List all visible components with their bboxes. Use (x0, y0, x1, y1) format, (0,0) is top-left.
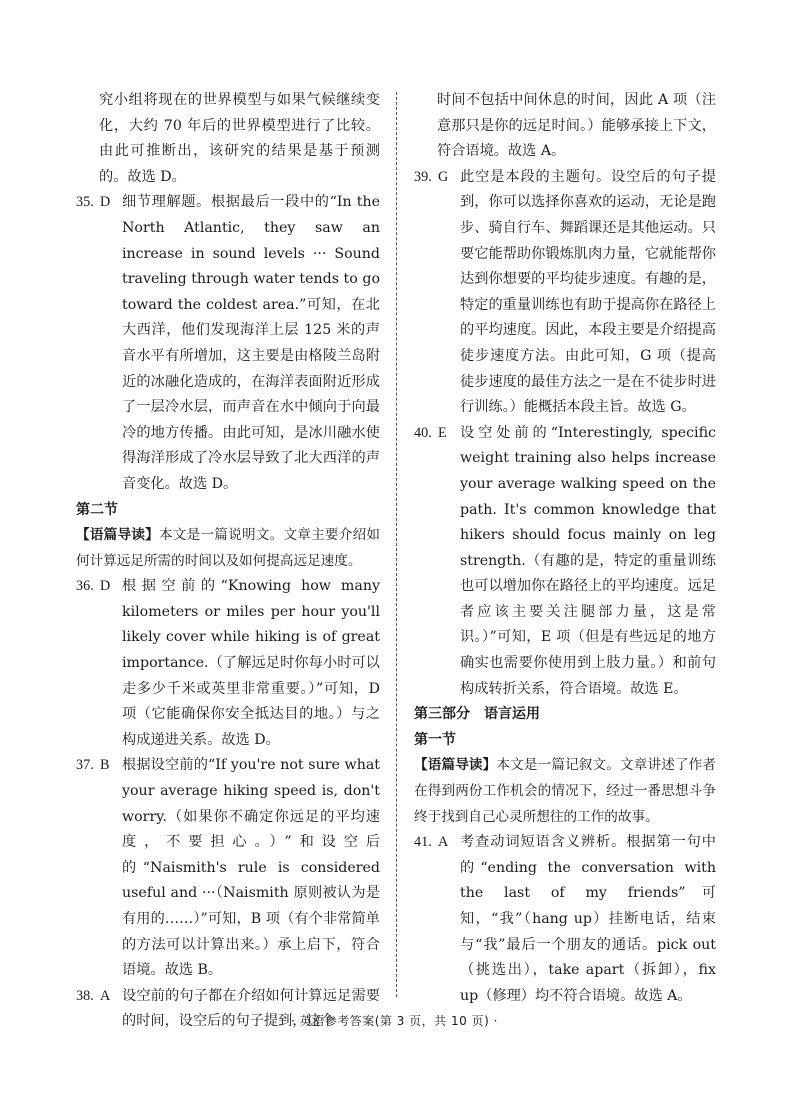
question-number: 35. (76, 194, 94, 211)
page-footer: · 英语参考答案(第 3 页，共 10 页) · (291, 1014, 498, 1028)
question-number: 36. (76, 578, 94, 595)
explanation: 根据空前的“Knowing how many kilometers or miles per hour you'll likely cover while hiking is of great importance.（了解远足时你每小时可以走多少千米或英里非常重要。）”可知，D 项（它能确保你安全抵达目的地。）与之构成递进关系。故选 D。 (122, 578, 380, 748)
guide-tag: 【语篇导读】 (414, 757, 497, 774)
explanation: 考查动词短语含义辨析。根据第一句中的“ending the conversation with the last of my friends”可知，“我”（hang up）挂断电话，结束与“我”最后一个朋友的通话。pick out（挑选出），take apart（拆卸），fix up（修理）均不符合语境。故选 A。 (460, 834, 716, 1004)
answer-letter: E (438, 424, 447, 441)
question-35 (76, 190, 380, 497)
guide-text: 本文是一篇记叙文。文章讲述了作者在得到两份工作机会的情况下，经过一番思想斗争终于找到自己心灵所想往的工作的故事。 (414, 757, 717, 825)
section-heading: 第一节 (414, 731, 456, 748)
answer-letter: B (100, 757, 110, 774)
right-column (414, 88, 716, 1009)
explanation: 设空处前的“Interestingly, specific weight training also helps increase your average walking speed on the path. It's common knowledge that hikers should focus mainly on leg strength.（有趣的是，特定的重量训练也可以增加你在路径上的平均速度。远足者应该主要关注腿部力量，这是常识。）”可知，E 项（但是有些远足的地方确实也需要你使用到上肢力量。）和前句构成转折关系，符合语境。故选 E。 (460, 424, 716, 697)
question-37 (76, 753, 380, 983)
question-number: 39. (414, 168, 432, 185)
passage-guide (414, 753, 716, 830)
explanation: 根据设空前的“If you're not sure what your average hiking speed is, don't worry.（如果你不确定你远足的平均速度，不要担心。）”和设空后的“Naismith's rule is considered useful and ···（Naismith 原则被认为是有用的……）”可知，B 项（有个非常简单的方法可以计算出来。）承上启下，符合语境。故选 B。 (122, 757, 380, 979)
explanation: 此空是本段的主题句。设空后的句子提到，你可以选择你喜欢的运动，无论是跑步、骑自行车、舞蹈课还是其他运动。只要它能帮助你锻炼肌肉力量，它就能帮你达到你想要的平均徒步速度。有趣的是，特定的重量训练也有助于提高你在路径上的平均速度。因此，本段主要是介绍提高徒步速度方法。由此可知，G 项（提高徒步速度的最佳方法之一是在不徒步时进行训练。）能概括本段主旨。故选 G。 (460, 168, 716, 416)
q38-continuation: 时间不包括中间休息的时间，因此 A 项（注意那只是你的远足时间。）能够承接上下文，符合语境。故选 A。 (437, 92, 716, 160)
guide-text: 本文是一篇说明文。文章主要介绍如何计算远足所需的时间以及如何提高远足速度。 (76, 527, 381, 569)
explanation: 细节理解题。根据最后一段中的“In the North Atlantic, they saw an increase in sound levels ··· Sound traveling through water tends to go toward the coldest area.”可知，在北大西洋，他们发现海洋上层 125 米的声音水平有所增加，这主要是由格陵兰岛附近的冰融化造成的，在海洋表面附近形成了一层冷水层，而声音在水中倾向于向最冷的地方传播。由此可知，是冰川融水使得海洋形成了冷水层导致了北大西洋的声音变化。故选 D。 (122, 194, 380, 492)
part-heading: 第三部分 语言运用 (414, 706, 540, 723)
question-number: 41. (414, 834, 432, 851)
answer-letter: D (100, 578, 111, 595)
answer-letter: A (438, 834, 449, 851)
explanation: 设空前的句子都在介绍如何计算远足需要的时间，设空后的句子提到，这个 (122, 987, 380, 1030)
guide-tag: 【语篇导读】 (76, 527, 159, 544)
question-40 (414, 421, 716, 703)
column-divider (396, 92, 397, 997)
question-number: 40. (414, 424, 432, 441)
q34-continuation: 究小组将现在的世界模型与如果气候继续变化，大约 70 年后的世界模型进行了比较。由此可推断出，该研究的结果是基于预测的。故选 D。 (99, 92, 380, 185)
question-number: 38. (76, 987, 94, 1004)
question-39 (414, 165, 716, 421)
answer-letter: G (438, 168, 449, 185)
question-41 (414, 830, 716, 1009)
left-column (76, 88, 380, 1035)
question-number: 37. (76, 757, 94, 774)
passage-guide (76, 523, 380, 574)
section-heading: 第二节 (76, 501, 118, 518)
answer-letter: A (100, 987, 111, 1004)
answer-letter: D (100, 194, 111, 211)
question-36 (76, 574, 380, 753)
